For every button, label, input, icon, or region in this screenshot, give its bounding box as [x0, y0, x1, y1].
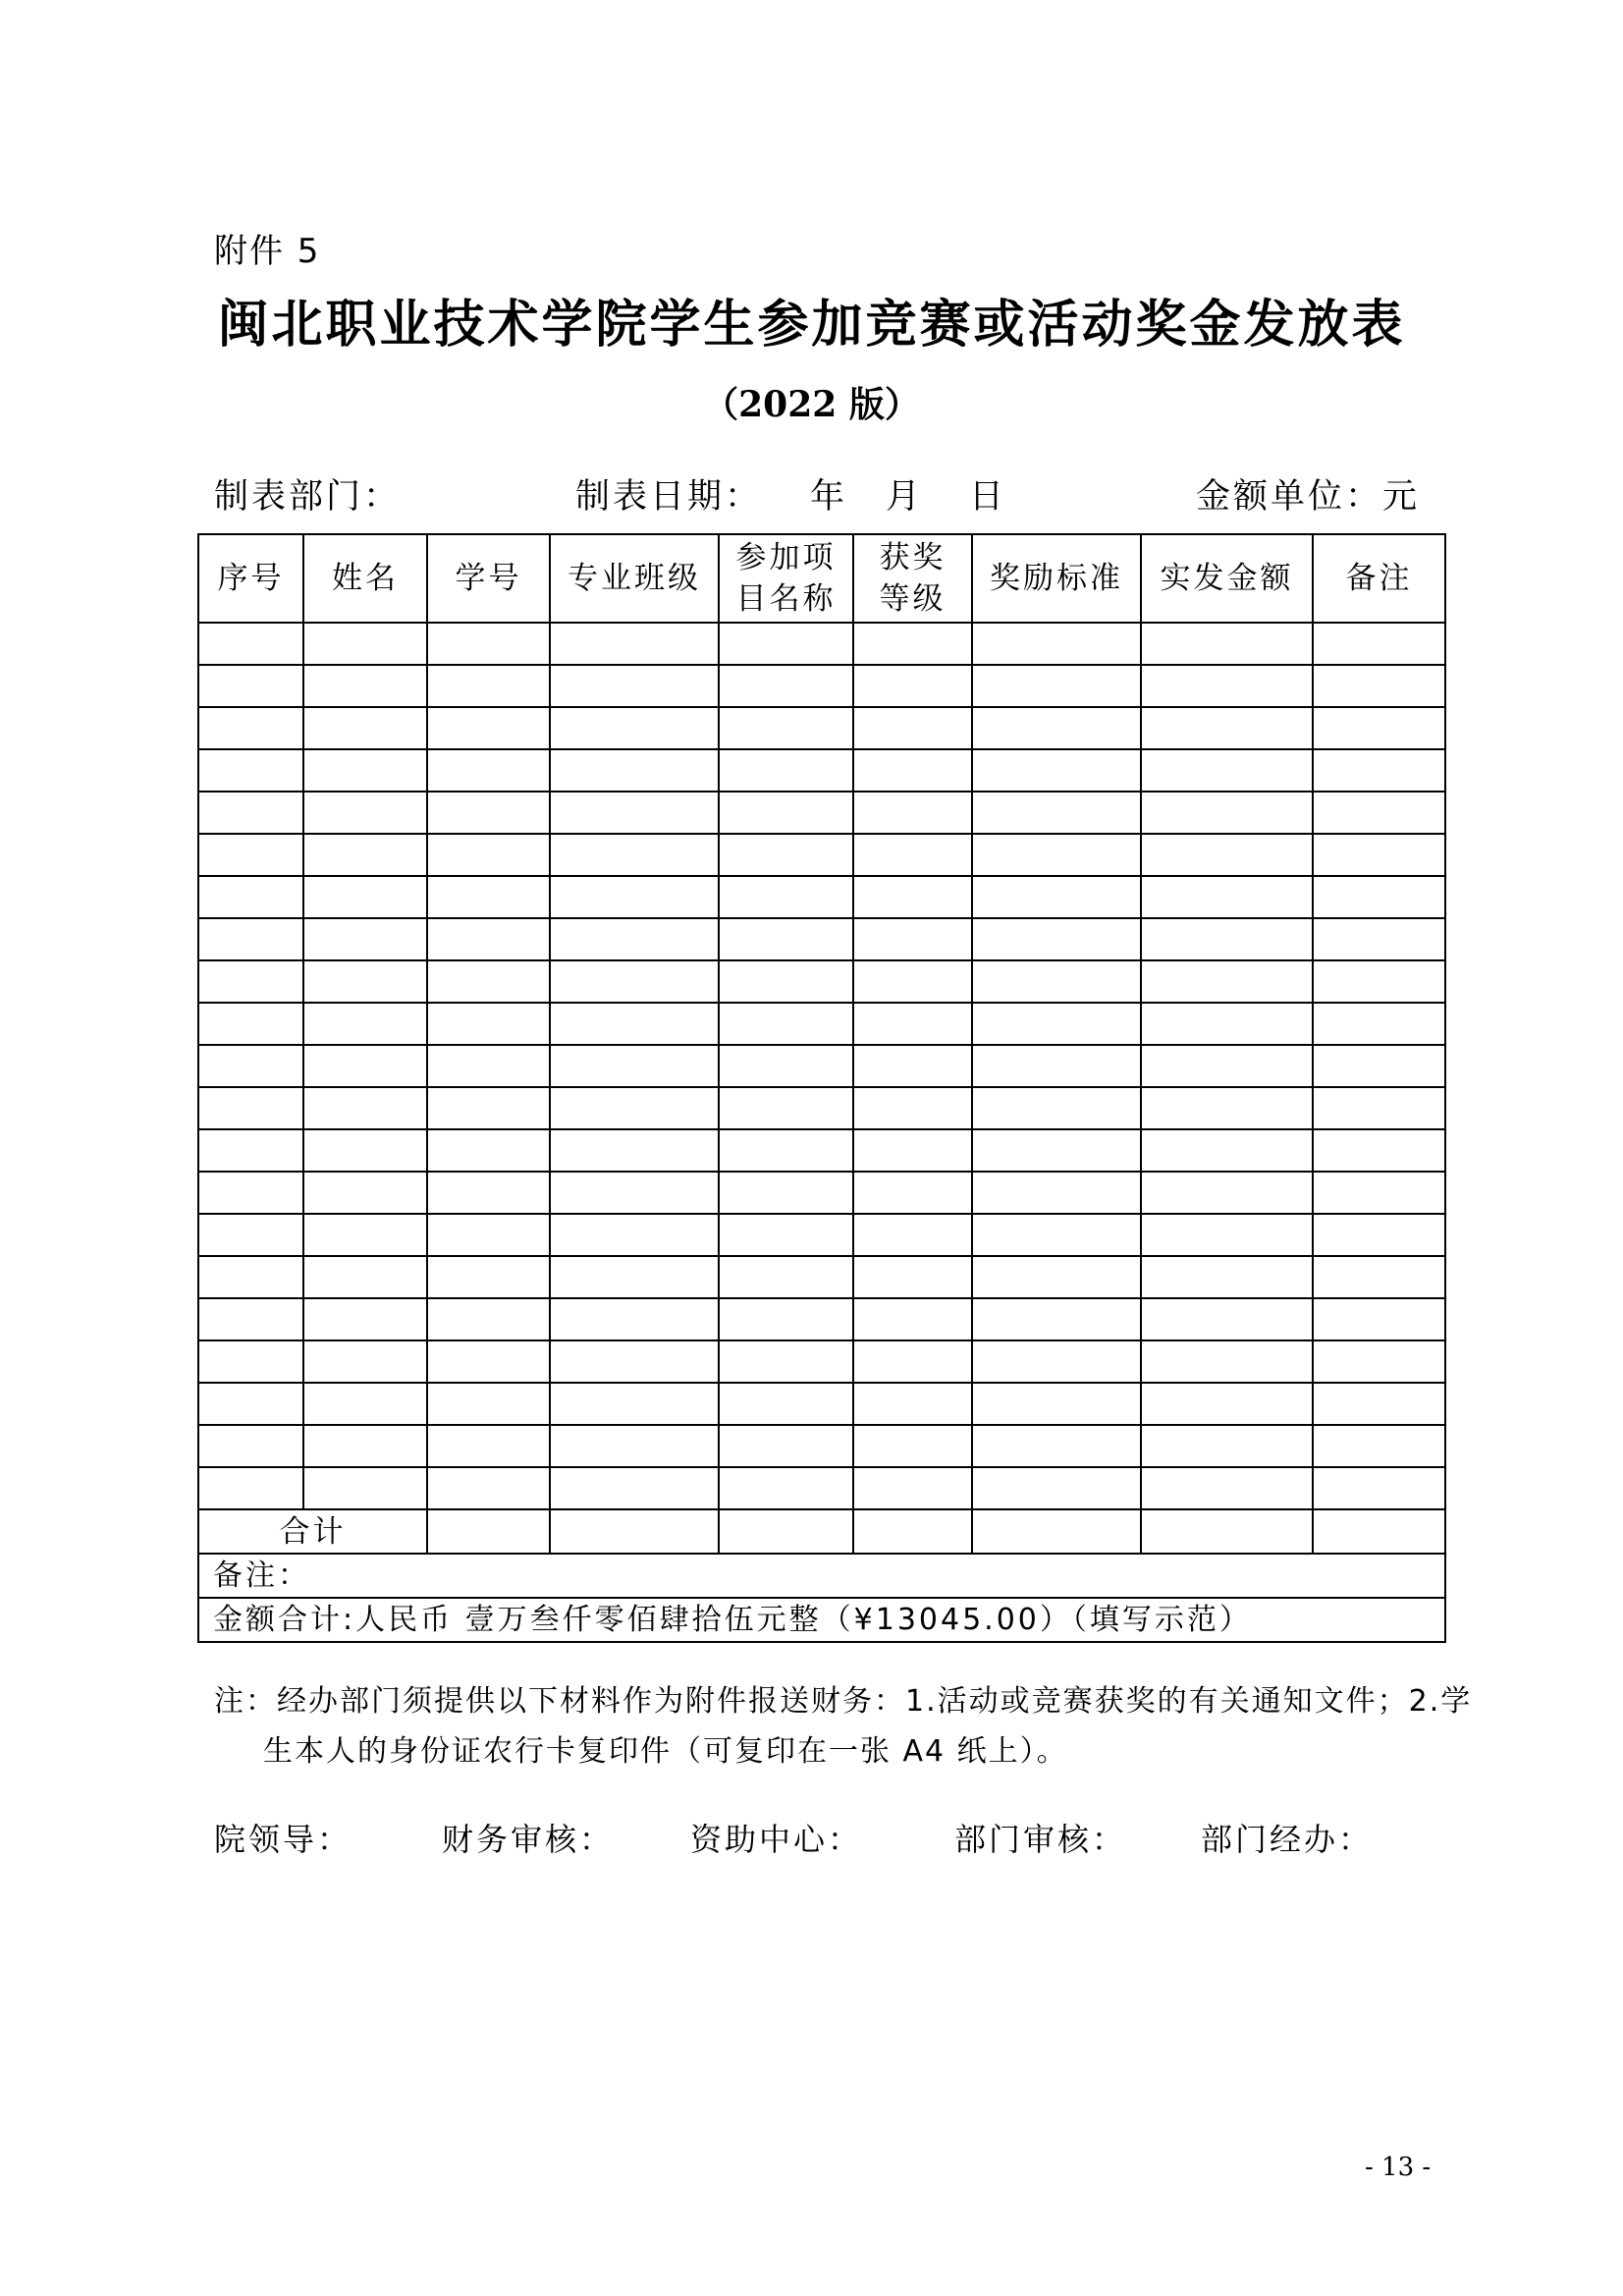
table-cell[interactable] [198, 1129, 303, 1172]
year-label: 年 [810, 477, 848, 517]
table-cell[interactable] [1141, 1172, 1313, 1214]
table-cell[interactable] [972, 1383, 1141, 1425]
table-cell[interactable] [1141, 623, 1313, 665]
table-cell[interactable] [1313, 665, 1445, 707]
signature-aid-center: 资助中心： [690, 1821, 863, 1858]
table-cell[interactable] [198, 665, 303, 707]
table-cell[interactable] [303, 1298, 427, 1340]
amount-total: 金额合计:人民币 壹万叁仟零佰肆拾伍元整（¥13045.00）（填写示范） [198, 1598, 1445, 1642]
table-cell[interactable] [550, 1256, 719, 1298]
table-cell[interactable] [1313, 1172, 1445, 1214]
table-cell[interactable] [853, 1256, 972, 1298]
table-cell[interactable] [972, 1045, 1141, 1087]
table-cell[interactable] [1313, 1087, 1445, 1129]
table-cell[interactable] [972, 834, 1141, 876]
table-cell[interactable] [1141, 918, 1313, 960]
table-cell[interactable] [198, 960, 303, 1003]
table-cell[interactable] [427, 1003, 550, 1045]
header-project-name: 参加项 目名称 [719, 534, 853, 623]
table-cell[interactable] [719, 918, 853, 960]
table-cell[interactable] [427, 749, 550, 792]
table-cell[interactable] [719, 1340, 853, 1383]
table-cell[interactable] [303, 1003, 427, 1045]
table-cell[interactable] [853, 1298, 972, 1340]
table-cell[interactable] [1141, 1425, 1313, 1467]
remark-label: 备注： [198, 1554, 1445, 1598]
table-cell[interactable] [1313, 960, 1445, 1003]
header-name: 姓名 [303, 534, 427, 623]
table-cell[interactable] [1141, 1129, 1313, 1172]
table-cell[interactable] [303, 792, 427, 834]
table-cell[interactable] [303, 1383, 427, 1425]
table-cell[interactable] [1141, 749, 1313, 792]
page-title: 闽北职业技术学院学生参加竞赛或活动奖金发放表 [217, 295, 1406, 355]
table-cell[interactable] [550, 749, 719, 792]
page-number: - 13 - [1365, 2153, 1432, 2182]
table-cell[interactable] [719, 749, 853, 792]
header-award-level: 获奖 等级 [853, 534, 972, 623]
amount-total-row [198, 1598, 1445, 1642]
table-cell[interactable] [853, 1214, 972, 1256]
table-row [198, 1087, 1445, 1129]
table-cell[interactable] [972, 1298, 1141, 1340]
table-cell[interactable] [303, 1129, 427, 1172]
table-cell[interactable] [1141, 1509, 1313, 1554]
table-cell[interactable] [1313, 834, 1445, 876]
table-row [198, 1467, 1445, 1509]
table-cell[interactable] [1141, 1298, 1313, 1340]
table-cell[interactable] [198, 623, 303, 665]
table-cell[interactable] [427, 1256, 550, 1298]
table-cell[interactable] [198, 1087, 303, 1129]
table-row [198, 1256, 1445, 1298]
attachment-label: 附件 5 [214, 232, 321, 271]
table-cell[interactable] [972, 1003, 1141, 1045]
signature-finance: 财务审核： [442, 1821, 615, 1858]
table-row [198, 1383, 1445, 1425]
table-cell[interactable] [972, 749, 1141, 792]
note-line-2: 生本人的身份证农行卡复印件（可复印在一张 A4 纸上）。 [263, 1734, 1068, 1769]
table-cell[interactable] [427, 665, 550, 707]
table-cell[interactable] [1141, 834, 1313, 876]
day-label: 日 [969, 477, 1007, 517]
table-cell[interactable] [719, 876, 853, 918]
table-row [198, 623, 1445, 665]
table-cell[interactable] [1313, 1129, 1445, 1172]
edition-label: （2022 版） [703, 384, 920, 425]
table-row [198, 1340, 1445, 1383]
table-cell[interactable] [550, 1003, 719, 1045]
table-cell[interactable] [198, 1298, 303, 1340]
table-cell[interactable] [1313, 1298, 1445, 1340]
table-cell[interactable] [853, 834, 972, 876]
table-cell[interactable] [303, 1172, 427, 1214]
table-cell[interactable] [1313, 1467, 1445, 1509]
table-cell[interactable] [1141, 1087, 1313, 1129]
table-cell[interactable] [1313, 918, 1445, 960]
table-row [198, 1425, 1445, 1467]
header-student-id: 学号 [427, 534, 550, 623]
table-cell[interactable] [853, 707, 972, 749]
table-cell[interactable] [198, 1256, 303, 1298]
table-cell[interactable] [1313, 876, 1445, 918]
table-cell[interactable] [303, 960, 427, 1003]
table-cell[interactable] [550, 960, 719, 1003]
header-actual-amount: 实发金额 [1141, 534, 1313, 623]
table-cell[interactable] [1313, 792, 1445, 834]
table-cell[interactable] [427, 1383, 550, 1425]
signature-leader: 院领导： [214, 1821, 352, 1858]
table-row [198, 792, 1445, 834]
table-cell[interactable] [972, 1087, 1141, 1129]
table-cell[interactable] [550, 1425, 719, 1467]
table-cell[interactable] [303, 1467, 427, 1509]
table-cell[interactable] [550, 918, 719, 960]
table-cell[interactable] [1141, 707, 1313, 749]
signature-dept-review: 部门审核： [954, 1821, 1127, 1858]
table-cell[interactable] [550, 665, 719, 707]
table-cell[interactable] [719, 1045, 853, 1087]
table-cell[interactable] [719, 1383, 853, 1425]
table-cell[interactable] [719, 1172, 853, 1214]
total-label: 合计 [198, 1509, 427, 1554]
table-cell[interactable] [550, 876, 719, 918]
table-cell[interactable] [427, 1045, 550, 1087]
table-cell[interactable] [1141, 792, 1313, 834]
department-label: 制表部门： [214, 477, 402, 517]
table-cell[interactable] [1313, 1003, 1445, 1045]
table-cell[interactable] [550, 1087, 719, 1129]
table-cell[interactable] [972, 1214, 1141, 1256]
table-cell[interactable] [719, 707, 853, 749]
table-cell[interactable] [198, 1214, 303, 1256]
table-cell[interactable] [719, 960, 853, 1003]
table-cell[interactable] [1141, 876, 1313, 918]
table-cell[interactable] [198, 1003, 303, 1045]
table-cell[interactable] [1141, 1045, 1313, 1087]
table-cell[interactable] [198, 1467, 303, 1509]
table-cell[interactable] [198, 1045, 303, 1087]
table-cell[interactable] [427, 1467, 550, 1509]
table-row [198, 707, 1445, 749]
table-cell[interactable] [853, 918, 972, 960]
table-cell[interactable] [550, 1383, 719, 1425]
table-cell[interactable] [427, 834, 550, 876]
table-cell[interactable] [427, 1129, 550, 1172]
table-cell[interactable] [550, 834, 719, 876]
table-cell[interactable] [1313, 1256, 1445, 1298]
table-cell[interactable] [198, 792, 303, 834]
unit-label: 金额单位：元 [1196, 477, 1421, 517]
table-row [198, 1172, 1445, 1214]
table-cell[interactable] [853, 1383, 972, 1425]
table-cell[interactable] [198, 876, 303, 918]
table-cell[interactable] [198, 834, 303, 876]
table-cell[interactable] [719, 665, 853, 707]
table-row [198, 918, 1445, 960]
table-cell[interactable] [972, 918, 1141, 960]
date-label: 制表日期： [575, 477, 763, 517]
table-cell[interactable] [427, 792, 550, 834]
table-row [198, 834, 1445, 876]
table-cell[interactable] [972, 1172, 1141, 1214]
table-cell[interactable] [972, 876, 1141, 918]
table-cell[interactable] [1313, 1383, 1445, 1425]
table-cell[interactable] [853, 1509, 972, 1554]
table-cell[interactable] [972, 707, 1141, 749]
table-row [198, 1129, 1445, 1172]
table-cell[interactable] [198, 1425, 303, 1467]
table-cell[interactable] [972, 1425, 1141, 1467]
table-cell[interactable] [1141, 1003, 1313, 1045]
table-cell[interactable] [303, 918, 427, 960]
table-cell[interactable] [719, 623, 853, 665]
table-cell[interactable] [1141, 1214, 1313, 1256]
table-cell[interactable] [719, 1467, 853, 1509]
table-cell[interactable] [550, 1509, 719, 1554]
table-cell[interactable] [853, 1129, 972, 1172]
table-cell[interactable] [853, 1003, 972, 1045]
table-cell[interactable] [972, 1509, 1141, 1554]
table-cell[interactable] [550, 1129, 719, 1172]
table-cell[interactable] [1141, 665, 1313, 707]
table-cell[interactable] [427, 623, 550, 665]
table-cell[interactable] [550, 1214, 719, 1256]
table-cell[interactable] [198, 1383, 303, 1425]
table-row [198, 1214, 1445, 1256]
table-cell[interactable] [719, 1214, 853, 1256]
month-label: 月 [886, 477, 924, 517]
table-cell[interactable] [1313, 1340, 1445, 1383]
table-cell[interactable] [303, 834, 427, 876]
table-cell[interactable] [1313, 1045, 1445, 1087]
table-cell[interactable] [427, 1340, 550, 1383]
table-cell[interactable] [303, 749, 427, 792]
table-cell[interactable] [550, 1172, 719, 1214]
table-cell[interactable] [1313, 707, 1445, 749]
table-cell[interactable] [198, 749, 303, 792]
header-remark: 备注 [1313, 534, 1445, 623]
table-cell[interactable] [1313, 623, 1445, 665]
table-cell[interactable] [972, 1340, 1141, 1383]
table-cell[interactable] [719, 792, 853, 834]
table-cell[interactable] [1141, 960, 1313, 1003]
table-cell[interactable] [1313, 1509, 1445, 1554]
table-cell[interactable] [972, 1256, 1141, 1298]
table-cell[interactable] [853, 1087, 972, 1129]
table-cell[interactable] [719, 1509, 853, 1554]
header-seq: 序号 [198, 534, 303, 623]
table-row [198, 665, 1445, 707]
header-award-standard: 奖励标准 [972, 534, 1141, 623]
table-cell[interactable] [303, 707, 427, 749]
table-cell[interactable] [303, 876, 427, 918]
table-row [198, 1298, 1445, 1340]
table-cell[interactable] [427, 1214, 550, 1256]
table-row [198, 876, 1445, 918]
table-cell[interactable] [1141, 1383, 1313, 1425]
table-cell[interactable] [853, 749, 972, 792]
table-cell[interactable] [1141, 1467, 1313, 1509]
table-cell[interactable] [853, 1172, 972, 1214]
table-cell[interactable] [853, 792, 972, 834]
table-cell[interactable] [427, 960, 550, 1003]
table-cell[interactable] [972, 1467, 1141, 1509]
table-cell[interactable] [719, 1298, 853, 1340]
table-cell[interactable] [1313, 1425, 1445, 1467]
table-cell[interactable] [972, 792, 1141, 834]
table-cell[interactable] [550, 1340, 719, 1383]
table-cell[interactable] [303, 1256, 427, 1298]
table-row [198, 1003, 1445, 1045]
table-cell[interactable] [1141, 1340, 1313, 1383]
table-cell[interactable] [972, 665, 1141, 707]
table-cell[interactable] [427, 1509, 550, 1554]
table-cell[interactable] [972, 623, 1141, 665]
table-cell[interactable] [719, 834, 853, 876]
table-cell[interactable] [427, 1172, 550, 1214]
table-cell[interactable] [550, 1045, 719, 1087]
table-row [198, 749, 1445, 792]
table-cell[interactable] [1313, 1214, 1445, 1256]
table-cell[interactable] [972, 1129, 1141, 1172]
table-cell[interactable] [303, 1340, 427, 1383]
table-cell[interactable] [303, 1425, 427, 1467]
table-row [198, 1045, 1445, 1087]
award-table [197, 533, 1446, 1643]
table-cell[interactable] [1313, 749, 1445, 792]
header-row [198, 534, 1445, 623]
table-row [198, 960, 1445, 1003]
signature-dept-handler: 部门经办： [1201, 1821, 1374, 1858]
header-major-class: 专业班级 [550, 534, 719, 623]
table-cell[interactable] [198, 1340, 303, 1383]
table-cell[interactable] [550, 792, 719, 834]
table-cell[interactable] [1141, 1256, 1313, 1298]
table-cell[interactable] [427, 1298, 550, 1340]
table-cell[interactable] [972, 960, 1141, 1003]
table-cell[interactable] [198, 1172, 303, 1214]
table-cell[interactable] [550, 1298, 719, 1340]
table-cell[interactable] [303, 623, 427, 665]
table-cell[interactable] [198, 918, 303, 960]
table-cell[interactable] [719, 1256, 853, 1298]
note-line-1: 注：经办部门须提供以下材料作为附件报送财务：1.活动或竞赛获奖的有关通知文件；2.学 [214, 1684, 1473, 1719]
table-cell[interactable] [719, 1129, 853, 1172]
table-cell[interactable] [198, 707, 303, 749]
table-cell[interactable] [853, 1425, 972, 1467]
table-cell[interactable] [303, 1045, 427, 1087]
table-cell[interactable] [427, 918, 550, 960]
table-cell[interactable] [719, 1425, 853, 1467]
table-cell[interactable] [853, 960, 972, 1003]
table-cell[interactable] [719, 1087, 853, 1129]
table-cell[interactable] [853, 623, 972, 665]
table-cell[interactable] [303, 1214, 427, 1256]
table-cell[interactable] [303, 1087, 427, 1129]
table-cell[interactable] [853, 665, 972, 707]
table-cell[interactable] [719, 1003, 853, 1045]
table-cell[interactable] [550, 623, 719, 665]
table-cell[interactable] [303, 665, 427, 707]
remark-row [198, 1554, 1445, 1598]
table-cell[interactable] [853, 1340, 972, 1383]
table-cell[interactable] [853, 1045, 972, 1087]
table-cell[interactable] [853, 1467, 972, 1509]
table-cell[interactable] [427, 707, 550, 749]
table-cell[interactable] [550, 707, 719, 749]
table-cell[interactable] [550, 1467, 719, 1509]
table-cell[interactable] [427, 1425, 550, 1467]
table-cell[interactable] [427, 876, 550, 918]
total-row [198, 1509, 1445, 1554]
table-cell[interactable] [853, 876, 972, 918]
table-cell[interactable] [427, 1087, 550, 1129]
